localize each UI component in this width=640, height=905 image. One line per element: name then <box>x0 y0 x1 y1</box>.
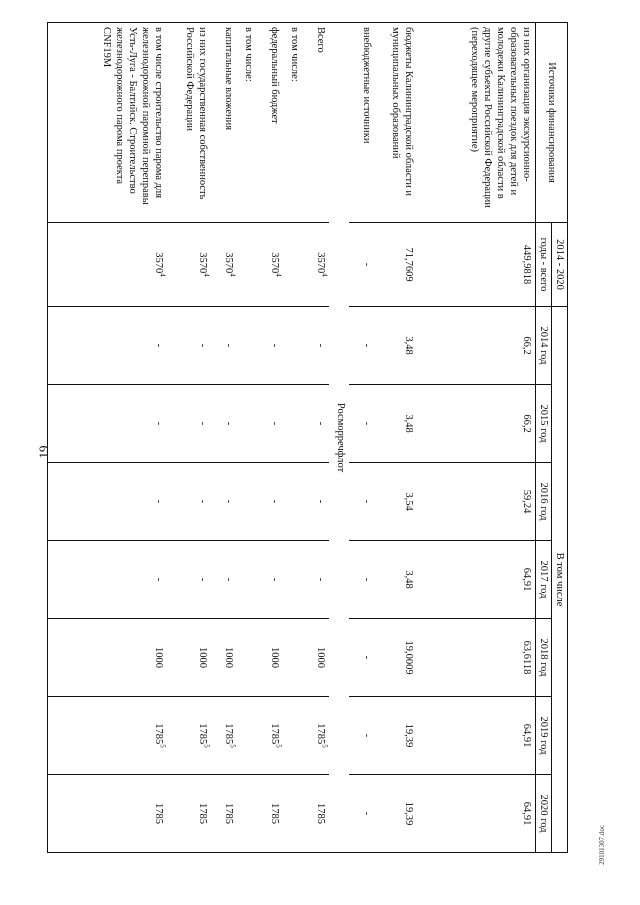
row-value: 64,91 <box>418 541 536 619</box>
row-value <box>238 775 258 853</box>
row-value <box>238 619 258 697</box>
row-value: 1000 <box>212 619 238 697</box>
row-value: - <box>304 307 330 385</box>
header-year: 2015 год <box>536 385 552 463</box>
row-label: в том числе строительство парома для железнодорожной паромной переправы Усть-Луга - Балтийск. Строительство железнодорожного парома проекта CNF19M <box>48 23 168 223</box>
row-value: 1000 <box>258 619 284 697</box>
row-value <box>284 619 304 697</box>
header-year: 2014 год <box>536 307 552 385</box>
row-value: - <box>212 541 238 619</box>
row-value: 3,48 <box>376 307 418 385</box>
row-value: 3,54 <box>376 463 418 541</box>
row-total: 3570$^4$ <box>168 223 212 307</box>
header-year: 2016 год <box>536 463 552 541</box>
row-total: 3570$^4$ <box>258 223 284 307</box>
row-value: - <box>168 463 212 541</box>
row-label: из них организация экскурсионно-образовательных поездок для детей и молодежи Калининградской области в другие субъекты Российской Федерации (переходящее мероприятие) <box>418 23 536 223</box>
row-value: 1785$^5$ <box>212 697 238 775</box>
header-period: 2014 - 2020 <box>552 223 568 307</box>
header-source: Источики финансирования <box>536 23 568 223</box>
row-value: 1785$^5$ <box>258 697 284 775</box>
financing-table-rotated <box>58 22 568 852</box>
header-year: 2017 год <box>536 541 552 619</box>
row-value: 19,39 <box>376 697 418 775</box>
row-value: 1785 <box>168 775 212 853</box>
row-value: - <box>258 307 284 385</box>
table-row <box>376 23 418 853</box>
row-value: 3,48 <box>376 385 418 463</box>
row-value: 19,39 <box>376 775 418 853</box>
row-label: в том числе: <box>284 23 304 223</box>
table-row <box>212 23 238 853</box>
row-value: 59,24 <box>418 463 536 541</box>
row-value: 1785 <box>258 775 284 853</box>
row-value: - <box>350 541 376 619</box>
row-value: - <box>304 463 330 541</box>
row-value <box>284 385 304 463</box>
row-value: - <box>168 307 212 385</box>
row-value: - <box>350 307 376 385</box>
table-row <box>304 23 330 853</box>
row-value: - <box>304 541 330 619</box>
row-value: 19,0009 <box>376 619 418 697</box>
row-label: из них государственная собственность Российской Федерации <box>168 23 212 223</box>
row-value: - <box>350 697 376 775</box>
row-value: - <box>48 463 168 541</box>
row-value: - <box>304 385 330 463</box>
row-total: - <box>350 223 376 307</box>
row-value <box>284 775 304 853</box>
row-value: 1000 <box>168 619 212 697</box>
row-value: 1785 <box>212 775 238 853</box>
row-value: 64,91 <box>418 775 536 853</box>
table-row <box>284 23 304 853</box>
row-value: - <box>350 463 376 541</box>
row-value: - <box>212 463 238 541</box>
row-value: 64,91 <box>418 697 536 775</box>
table-row <box>330 23 350 853</box>
row-total: 3570$^4$ <box>304 223 330 307</box>
row-value: - <box>48 307 168 385</box>
row-label: федеральный бюджет <box>258 23 284 223</box>
row-value: - <box>168 541 212 619</box>
header-including: В том числе <box>552 307 568 853</box>
row-value: 66,2 <box>418 385 536 463</box>
row-value: 63,6118 <box>418 619 536 697</box>
row-value <box>284 307 304 385</box>
row-value: 3,48 <box>376 541 418 619</box>
table-row <box>418 23 536 853</box>
row-value: - <box>350 385 376 463</box>
row-value <box>238 541 258 619</box>
row-label: внебюджетные источники <box>350 23 376 223</box>
row-value: 1000 <box>48 619 168 697</box>
row-value: 1785$^5$ <box>304 697 330 775</box>
page-number: 19 <box>36 445 51 459</box>
row-label: в том числе: <box>238 23 258 223</box>
row-value: 66,2 <box>418 307 536 385</box>
row-total <box>284 223 304 307</box>
row-value: - <box>350 775 376 853</box>
row-value: - <box>258 385 284 463</box>
row-value: - <box>168 385 212 463</box>
header-year: 2020 год <box>536 775 552 853</box>
row-value: - <box>212 385 238 463</box>
header-year: 2018 год <box>536 619 552 697</box>
row-total: 71,7609 <box>376 223 418 307</box>
organization-label: Росморречфлот <box>330 23 350 853</box>
document-code: 29101307.doc <box>598 825 606 865</box>
row-value <box>284 541 304 619</box>
table-row <box>350 23 376 853</box>
row-value: - <box>258 541 284 619</box>
row-value: - <box>48 541 168 619</box>
row-value: - <box>212 307 238 385</box>
header-period-total: годы - всего <box>536 223 552 307</box>
row-total <box>238 223 258 307</box>
row-value: 1000 <box>304 619 330 697</box>
row-value: - <box>258 463 284 541</box>
row-value: 1785 <box>304 775 330 853</box>
row-label: бюджеты Калининградской области и муниципальных образований <box>376 23 418 223</box>
row-total: 3570$^4$ <box>48 223 168 307</box>
row-value: 1785$^5$ <box>168 697 212 775</box>
row-value <box>238 697 258 775</box>
row-value: - <box>48 385 168 463</box>
row-value <box>284 697 304 775</box>
table-row <box>258 23 284 853</box>
header-year: 2019 год <box>536 697 552 775</box>
table-row <box>238 23 258 853</box>
financing-table <box>47 22 568 853</box>
row-value <box>238 307 258 385</box>
row-value: - <box>350 619 376 697</box>
table-row <box>48 23 168 853</box>
row-value <box>284 463 304 541</box>
row-value: 1785 <box>48 775 168 853</box>
row-total: 3570$^4$ <box>212 223 238 307</box>
row-value: 1785$^5$ <box>48 697 168 775</box>
row-value <box>238 385 258 463</box>
row-label: капитальные вложения <box>212 23 238 223</box>
table-row <box>168 23 212 853</box>
row-value <box>238 463 258 541</box>
row-label: Всего <box>304 23 330 223</box>
row-total: 449,9818 <box>418 223 536 307</box>
